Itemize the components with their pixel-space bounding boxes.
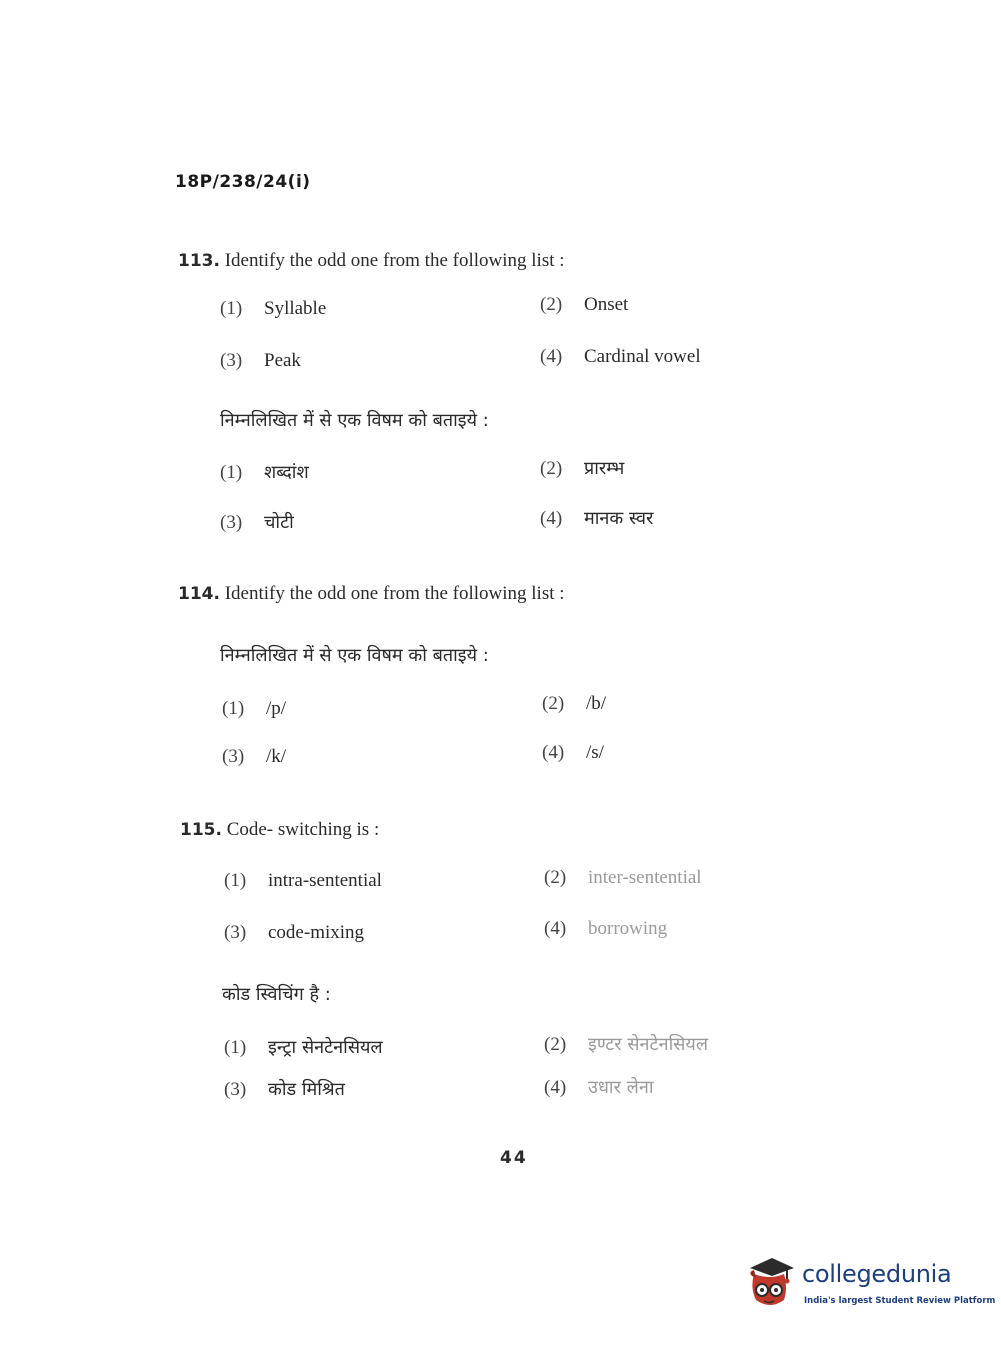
question-stem: Code- switching is :	[226, 819, 380, 840]
option-number: (1)	[222, 698, 245, 719]
mascot-icon	[742, 1254, 798, 1310]
option-text: इण्टर सेनटेनसियल	[588, 1034, 709, 1055]
hindi-option-2	[544, 1032, 708, 1056]
option-3	[222, 746, 286, 768]
option-text: Cardinal vowel	[584, 346, 701, 367]
hindi-option-4	[544, 1075, 654, 1099]
option-text: intra-sentential	[268, 870, 382, 891]
question-text	[180, 819, 379, 841]
option-number: (3)	[224, 1079, 247, 1100]
option-number: (3)	[222, 746, 245, 767]
option-number: (2)	[540, 458, 563, 479]
option-number: (2)	[544, 1034, 567, 1055]
option-text: Peak	[264, 350, 301, 371]
option-number: (1)	[220, 298, 243, 319]
question-text	[178, 583, 565, 605]
brand-tagline: India's largest Student Review Platform	[804, 1296, 996, 1306]
option-number: (2)	[540, 294, 563, 315]
hindi-option-4	[540, 506, 653, 530]
question-stem: Identify the odd one from the following list :	[224, 250, 565, 271]
hindi-option-1	[224, 1035, 383, 1059]
option-2	[544, 867, 702, 889]
option-number: (4)	[542, 742, 565, 763]
option-4	[544, 918, 667, 940]
question-number: 115.	[180, 820, 222, 840]
option-number: (1)	[220, 462, 243, 483]
hindi-question-stem: निम्नलिखित में से एक विषम को बताइये :	[220, 645, 489, 666]
option-4	[540, 346, 701, 368]
option-text: Syllable	[264, 298, 327, 319]
option-text: /s/	[586, 742, 604, 763]
option-text: मानक स्वर	[584, 508, 654, 529]
option-text: borrowing	[588, 918, 668, 939]
hindi-option-3	[220, 510, 294, 534]
option-number: (1)	[224, 1037, 247, 1058]
option-text: शब्दांश	[264, 462, 309, 483]
option-number: (2)	[542, 693, 565, 714]
option-number: (3)	[220, 512, 243, 533]
option-text: कोड मिश्रित	[268, 1079, 345, 1100]
question-number: 114.	[178, 584, 220, 604]
question-number: 113.	[178, 251, 220, 271]
option-text: चोटी	[264, 512, 294, 533]
option-number: (4)	[540, 508, 563, 529]
brand-name: collegedunia	[802, 1260, 952, 1288]
option-text: code-mixing	[268, 922, 365, 943]
option-2	[542, 693, 606, 715]
question-text	[178, 250, 565, 272]
option-number: (3)	[220, 350, 243, 371]
page-code: 18P/238/24(i)	[175, 172, 311, 192]
option-number: (4)	[540, 346, 563, 367]
option-number: (2)	[544, 867, 567, 888]
collegedunia-logo[interactable]	[742, 1250, 996, 1320]
option-text: /k/	[266, 746, 287, 767]
option-text: Onset	[584, 294, 629, 315]
hindi-option-2	[540, 456, 624, 480]
option-text: प्रारम्भ	[584, 458, 625, 479]
page-number: 44	[500, 1148, 528, 1168]
option-text: /p/	[266, 698, 287, 719]
option-text: इन्ट्रा सेनटेनसियल	[268, 1037, 383, 1058]
option-4	[542, 742, 604, 764]
hindi-option-3	[224, 1077, 345, 1101]
option-text: उधार लेना	[588, 1077, 654, 1098]
option-text: inter-sentential	[588, 867, 702, 888]
option-1	[222, 698, 286, 720]
option-number: (3)	[224, 922, 247, 943]
hindi-question-stem: कोड स्विचिंग है :	[222, 984, 331, 1005]
option-number: (4)	[544, 1077, 567, 1098]
hindi-question-stem: निम्नलिखित में से एक विषम को बताइये :	[220, 410, 489, 431]
option-3	[224, 922, 364, 944]
question-stem: Identify the odd one from the following list :	[224, 583, 565, 604]
option-number: (1)	[224, 870, 247, 891]
option-text: /b/	[586, 693, 607, 714]
option-1	[224, 870, 382, 892]
option-3	[220, 350, 301, 372]
hindi-option-1	[220, 460, 309, 484]
option-number: (4)	[544, 918, 567, 939]
option-2	[540, 294, 628, 316]
option-1	[220, 298, 326, 320]
